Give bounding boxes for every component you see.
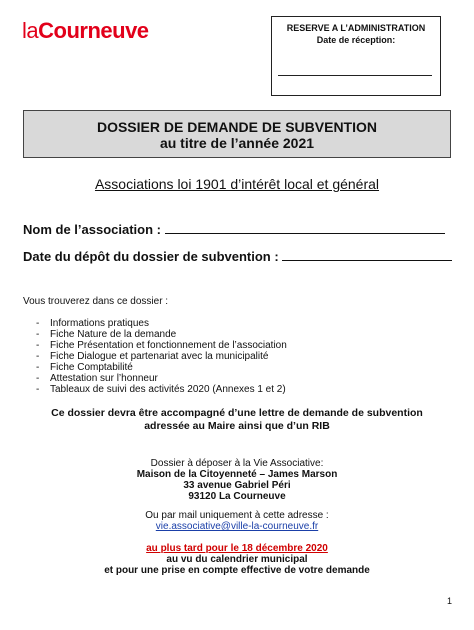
- deadline-section: [0, 543, 474, 576]
- attachment-notice: [0, 407, 474, 433]
- document-title-box: [23, 110, 451, 158]
- deposit-date-blank: [282, 250, 452, 261]
- contents-list: [36, 318, 287, 395]
- admin-box-title: RESERVE A L’ADMINISTRATION: [286, 23, 426, 33]
- email-link[interactable]: vie.associative@ville-la-courneuve.fr: [155, 521, 319, 532]
- deposit-date-label: Date du dépôt du dossier de subvention :: [23, 249, 279, 264]
- courneuve-logo: [22, 18, 149, 44]
- deposit-building: Maison de la Citoyenneté – James Marson: [136, 469, 338, 480]
- deadline-line-3: et pour une prise en compte effective de votre demande: [104, 565, 370, 576]
- list-item: - Tableaux de suivi des activités 2020 (Annexes 1 et 2): [36, 384, 287, 395]
- mail-section: [0, 510, 474, 532]
- deadline-date: au plus tard pour le 18 décembre 2020: [146, 543, 328, 554]
- list-item: - Fiche Dialogue et partenariat avec la municipalité: [36, 351, 287, 362]
- list-item: - Fiche Nature de la demande: [36, 329, 287, 340]
- notice-line-1: Ce dossier devra être accompagné d’une lettre de demande de subvention: [51, 407, 423, 419]
- list-item: - Fiche Comptabilité: [36, 362, 287, 373]
- contents-intro: Vous trouverez dans ce dossier :: [23, 296, 169, 307]
- list-item: - Fiche Présentation et fonctionnement de l’association: [36, 340, 287, 351]
- notice-line-2: adressée au Maire ainsi que d’un RIB: [144, 420, 330, 432]
- deadline-line-2: au vu du calendrier municipal: [166, 554, 308, 565]
- document-subtitle: Associations loi 1901 d’intérêt local et général: [94, 176, 380, 192]
- deposit-street: 33 avenue Gabriel Péri: [183, 480, 291, 491]
- list-item: - Informations pratiques: [36, 318, 287, 329]
- document-year: au titre de l’année 2021: [159, 135, 315, 151]
- logo-part-courneuve: Courneuve: [38, 18, 149, 43]
- deposit-address: [0, 458, 474, 502]
- deposit-date-field: [23, 249, 452, 264]
- mail-intro: Ou par mail uniquement à cette adresse :: [145, 510, 329, 521]
- admin-reserved-box: [271, 16, 441, 96]
- page-number: 1: [447, 596, 453, 606]
- admin-box-date-label: Date de réception:: [316, 35, 396, 45]
- logo-part-la: la: [22, 18, 39, 43]
- admin-box-signature-line: [278, 75, 432, 76]
- deposit-intro: Dossier à déposer à la Vie Associative:: [150, 458, 324, 469]
- association-name-blank: [165, 223, 445, 234]
- document-title: DOSSIER DE DEMANDE DE SUBVENTION: [96, 119, 378, 135]
- association-name-label: Nom de l’association :: [23, 222, 161, 237]
- deposit-city: 93120 La Courneuve: [188, 491, 286, 502]
- list-item: - Attestation sur l’honneur: [36, 373, 287, 384]
- association-name-field: [23, 222, 445, 237]
